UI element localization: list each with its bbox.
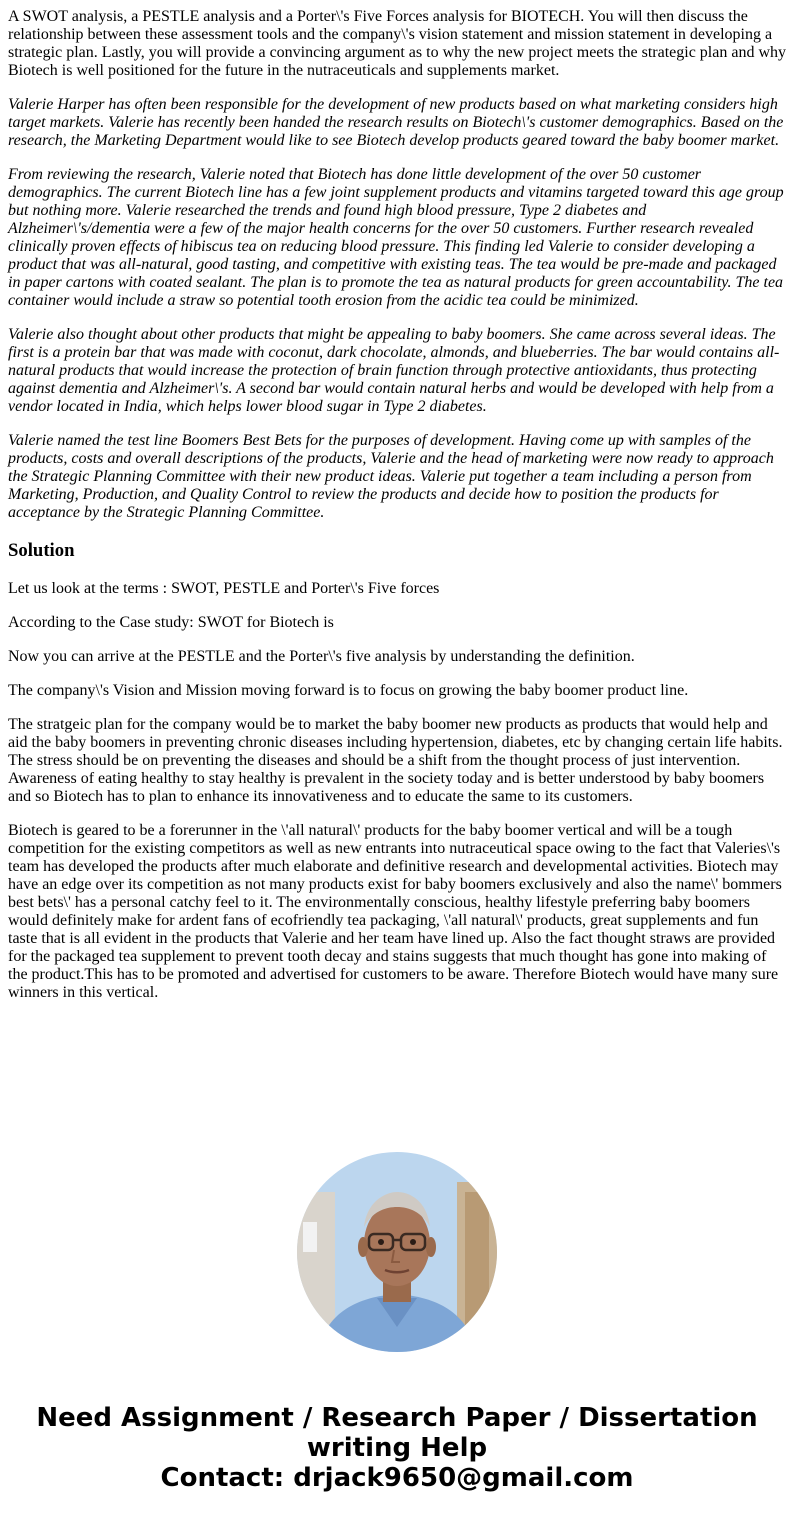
solution-heading: Solution	[8, 540, 75, 561]
solution-paragraph-3: Now you can arrive at the PESTLE and the Porter\'s five analysis by understanding the definition.	[8, 648, 635, 665]
solution-paragraph-5: The stratgeic plan for the company would be to market the baby boomer new products as products that would help and aid the baby boomers in preventing chronic diseases including hypertension, diabetes, etc by changing certain life habits. The stress should be on preventing the diseases and should be a shift from the thought process of just intervention. Awareness of eating healthy to stay healthy is prevalent in the society today and is better understood by baby boomers and so Biotech has to plan to enhance its innovativeness and to educate the same to its customers.	[8, 716, 783, 805]
cta-line-1: Need Assignment / Research Paper / Dissertation	[36, 1403, 758, 1433]
solution-paragraph-6: Biotech is geared to be a forerunner in the \'all natural\' products for the baby boomer vertical and will be a tough competition for the existing competitors as well as new entrants into nutraceutical space owing to the fact that Valeries\'s team has developed the products after much elaborate and definitive research and developmental activities. Biotech may have an edge over its competition as not many products exist for baby boomers exclusively and also the name\' bommers best bets\' has a personal catchy feel to it. The environmentally conscious, healthy lifestyle preferring baby boomers would definitely make for ardent fans of ecofriendly tea packaging, \'all natural\' products, great supplements and fun taste that is all evident in the products that Valerie and her team have lined up. Also the fact thought straws are provided for the packaged tea supplement to prevent tooth decay and stains suggests that much thought has gone into making of the product.This has to be promoted and advertised for customers to be aware. Therefore Biotech would have many sure winners in this vertical.	[8, 822, 782, 1001]
solution-paragraph-1: Let us look at the terms : SWOT, PESTLE and Porter\'s Five forces	[8, 580, 440, 597]
contact-banner	[0, 1403, 794, 1493]
question-paragraph-2: Valerie Harper has often been responsible for the development of new products based on what marketing considers high target markets. Valerie has recently been handed the research results on Biotech\'s customer demographics. Based on the research, the Marketing Department would like to see Biotech develop products geared toward the baby boomer market.	[8, 96, 784, 149]
cta-contact-email: Contact: drjack9650@gmail.com	[160, 1463, 634, 1493]
solution-paragraph-2: According to the Case study: SWOT for Biotech is	[8, 614, 334, 631]
question-paragraph-5: Valerie named the test line Boomers Best Bets for the purposes of development. Having come up with samples of the products, costs and overall descriptions of the products, Valerie and the head of marketing were now ready to approach the Strategic Planning Committee with their new product ideas. Valerie put together a team including a person from Marketing, Production, and Quality Control to review the products and decide how to position the products for acceptance by the Strategic Planning Committee.	[8, 432, 774, 521]
author-avatar	[297, 1152, 497, 1352]
question-paragraph-4: Valerie also thought about other products that might be appealing to baby boomers. She came across several ideas. The first is a protein bar that was made with coconut, dark chocolate, almonds, and blueberries. The bar would contains all-natural products that would increase the protection of brain function through protective antioxidants, thus protecting against dementia and Alzheimer\'s. A second bar would contain natural herbs and would be developed with help from a vendor located in India, which helps lower blood sugar in Type 2 diabetes.	[8, 326, 780, 415]
cta-line-2: writing Help	[306, 1433, 488, 1463]
question-paragraph-1: A SWOT analysis, a PESTLE analysis and a Porter\'s Five Forces analysis for BIOTECH. You will then discuss the relationship between these assessment tools and the company\'s vision statement and mission statement in developing a strategic plan. Lastly, you will provide a convincing argument as to why the new project meets the strategic plan and why Biotech is well positioned for the future in the nutraceuticals and supplements market.	[8, 8, 787, 79]
question-paragraph-3: From reviewing the research, Valerie noted that Biotech has done little development of the over 50 customer demographics. The current Biotech line has a few joint supplement products and vitamins targeted toward this age group but nothing more. Valerie researched the trends and found high blood pressure, Type 2 diabetes and Alzheimer\'s/dementia were a few of the major health concerns for the over 50 customers. Further research revealed clinically proven effects of hibiscus tea on reducing blood pressure. This finding led Valerie to consider developing a product that was all-natural, good tasting, and competitive with existing teas. The tea would be pre-made and packaged in paper cartons with coated sealant. The plan is to promote the tea as natural products for green accountability. The tea container would include a straw so potential tooth erosion from the acidic tea could be minimized.	[8, 166, 784, 309]
solution-paragraph-4: The company\'s Vision and Mission moving forward is to focus on growing the baby boomer product line.	[8, 682, 689, 699]
person-photo-icon	[297, 1152, 497, 1352]
